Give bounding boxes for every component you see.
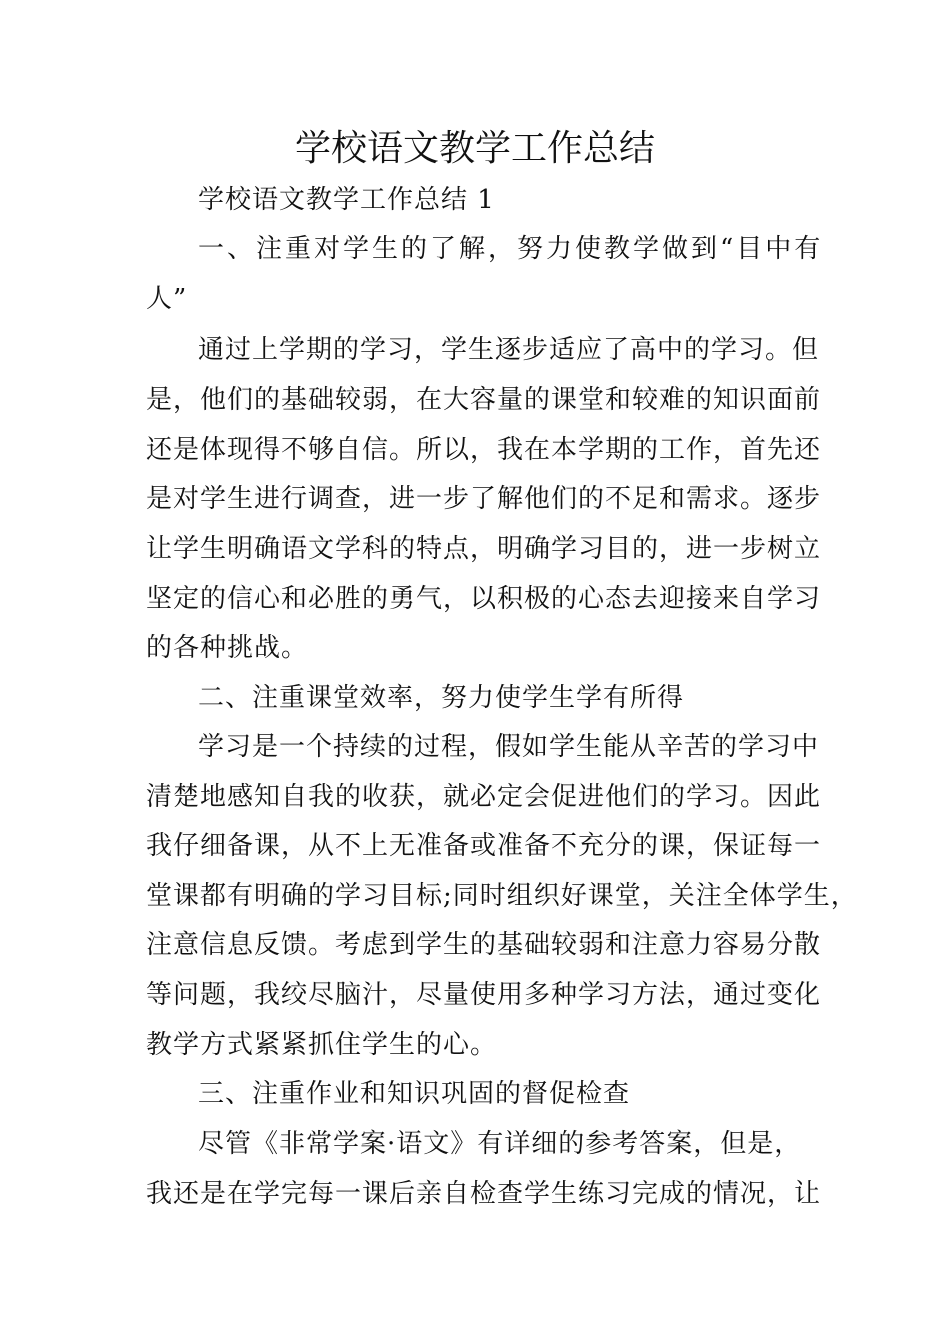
paragraph-line: 教学方式紧紧抓住学生的心。 xyxy=(146,1030,498,1060)
paragraph-line: 是，他们的基础较弱，在大容量的课堂和较难的知识面前 xyxy=(146,385,822,415)
paragraph-line: 注意信息反馈。考虑到学生的基础较弱和注意力容易分散 xyxy=(146,930,822,960)
paragraph-line: 的各种挑战。 xyxy=(146,633,309,663)
section-heading-3: 三、注重作业和知识巩固的督促检查 xyxy=(198,1079,631,1109)
paragraph-line: 等问题，我绞尽脑汁，尽量使用多种学习方法，通过变化 xyxy=(146,980,822,1010)
section-subtitle: 学校语文教学工作总结 1 xyxy=(198,185,495,215)
section-heading-1: 一、注重对学生的了解，努力使教学做到“目中有 xyxy=(198,234,824,264)
paragraph-line: 还是体现得不够自信。所以，我在本学期的工作，首先还 xyxy=(146,435,822,465)
paragraph-line: 学习是一个持续的过程，假如学生能从辛苦的学习中 xyxy=(198,732,820,762)
paragraph-line: 清楚地感知自我的收获，就必定会促进他们的学习。因此 xyxy=(146,782,822,812)
paragraph-line: 通过上学期的学习，学生逐步适应了高中的学习。但 xyxy=(198,335,820,365)
paragraph-line: 尽管《非常学案·语文》有详细的参考答案，但是， xyxy=(198,1129,802,1159)
paragraph-line: 是对学生进行调查，进一步了解他们的不足和需求。逐步 xyxy=(146,484,822,514)
paragraph-line: 坚定的信心和必胜的勇气，以积极的心态去迎接来自学习 xyxy=(146,584,822,614)
paragraph-line: 我仔细备课，从不上无准备或准备不充分的课，保证每一 xyxy=(146,831,822,861)
section-heading-2: 二、注重课堂效率，努力使学生学有所得 xyxy=(198,683,685,713)
section-heading-1-continued: 人” xyxy=(146,284,188,314)
paragraph-line: 堂课都有明确的学习目标;同时组织好课堂，关注全体学生， xyxy=(146,881,858,911)
paragraph-line: 让学生明确语文学科的特点，明确学习目的，进一步树立 xyxy=(146,534,822,564)
paragraph-line: 我还是在学完每一课后亲自检查学生练习完成的情况，让 xyxy=(146,1179,822,1209)
document-title: 学校语文教学工作总结 xyxy=(294,128,655,169)
